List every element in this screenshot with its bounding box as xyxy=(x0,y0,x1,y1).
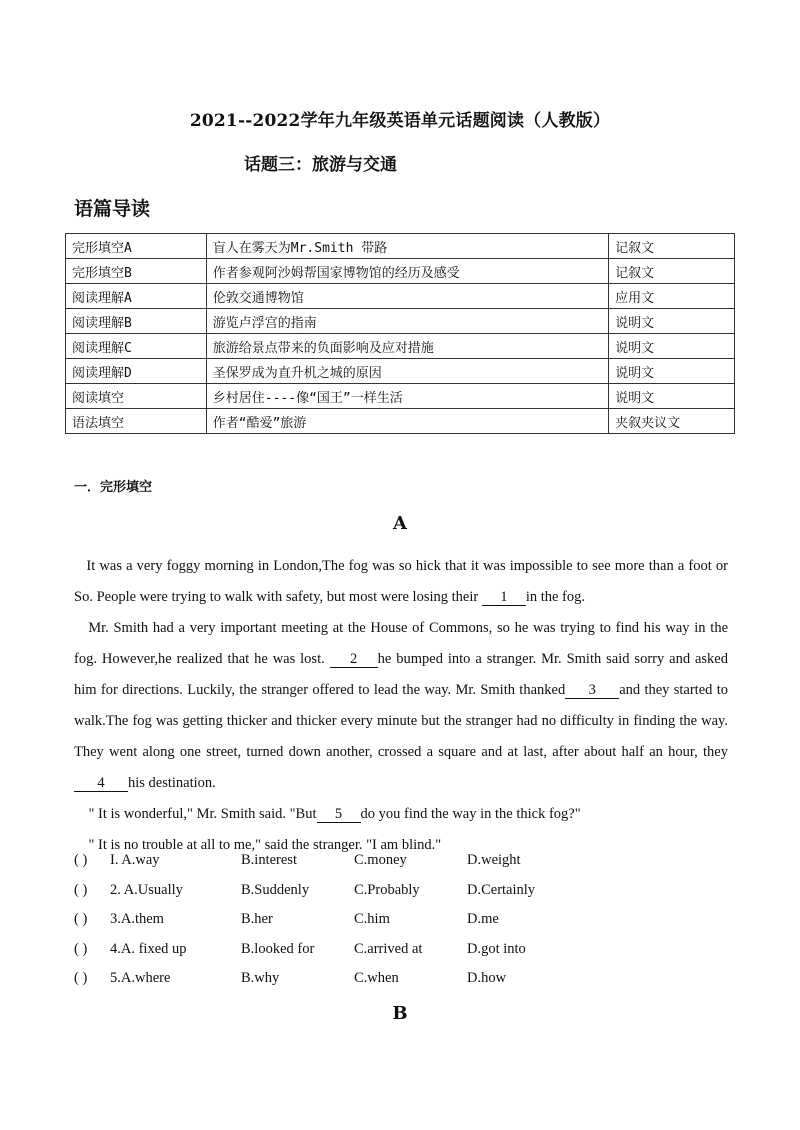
cloze-passage xyxy=(74,551,728,861)
option-d: D.got into xyxy=(467,940,526,957)
option-c: C.money xyxy=(354,852,407,868)
option-b: B.looked for xyxy=(241,940,315,957)
guide-heading: 语篇导读 xyxy=(74,198,151,220)
question-row xyxy=(74,941,674,971)
option-b: B.why xyxy=(241,970,280,986)
blank-5: 5 xyxy=(317,806,361,823)
guide-topic-cell: 盲人在雾天为Mr.Smith 带路 xyxy=(206,234,608,259)
answer-paren: ( ) xyxy=(74,970,88,986)
option-d: D.weight xyxy=(467,852,521,868)
answer-paren: ( ) xyxy=(74,911,88,927)
guide-genre-cell: 说明文 xyxy=(609,334,735,359)
option-b: B.Suddenly xyxy=(241,881,310,898)
passage-text: " It is no trouble at all to me," said the stranger. "I am blind." xyxy=(88,837,442,853)
passage-text: in the fog. xyxy=(525,589,586,605)
part-heading: 一．完形填空 xyxy=(74,480,153,495)
guide-genre-cell: 记叙文 xyxy=(609,234,735,259)
blank-2: 2 xyxy=(330,651,378,668)
option-a: 2. A.Usually xyxy=(110,881,183,898)
option-d: D.how xyxy=(467,970,507,986)
blank-4: 4 xyxy=(74,775,128,792)
passage-paragraph xyxy=(74,799,728,830)
guide-genre-cell: 说明文 xyxy=(609,384,735,409)
guide-genre-cell: 记叙文 xyxy=(609,259,735,284)
answer-paren: ( ) xyxy=(74,881,88,898)
question-row xyxy=(74,882,674,912)
table-row xyxy=(66,234,735,259)
table-row xyxy=(66,259,735,284)
option-a: 3.A.them xyxy=(110,911,164,927)
passage-text: Mr. Smith had a very important meeting at the House of Commons, so he was trying to find his way in the fog. However,he realized that he was lost. xyxy=(74,620,729,667)
guide-genre-cell: 夹叙夹议文 xyxy=(609,409,735,434)
table-row xyxy=(66,384,735,409)
guide-type-cell: 语法填空 xyxy=(66,409,207,434)
guide-topic-cell: 游览卢浮宫的指南 xyxy=(206,309,608,334)
passage-paragraph xyxy=(74,551,728,613)
table-row xyxy=(66,334,735,359)
answer-paren: ( ) xyxy=(74,852,88,868)
option-b: B.interest xyxy=(241,852,297,868)
passage-text: he bumped into a stranger. Mr. Smith said sorry and asked him for directions. Luckily, the stranger offered to lead the way. Mr. Smith thanked xyxy=(74,651,728,698)
guide-table xyxy=(65,233,735,434)
guide-genre-cell: 说明文 xyxy=(609,359,735,384)
passage-text: his destination. xyxy=(128,775,216,791)
table-row xyxy=(66,409,735,434)
passage-text: do you find the way in the thick fog?" xyxy=(360,806,581,822)
blank-3: 3 xyxy=(565,682,619,699)
question-options xyxy=(74,852,674,1000)
passage-text: " It is wonderful," Mr. Smith said. "But xyxy=(88,806,317,822)
guide-type-cell: 完形填空B xyxy=(66,259,207,284)
option-c: C.him xyxy=(354,911,390,927)
option-c: C.when xyxy=(354,970,399,986)
guide-type-cell: 阅读填空 xyxy=(66,384,207,409)
option-c: C.arrived at xyxy=(354,940,423,957)
question-row xyxy=(74,970,674,1000)
table-row xyxy=(66,359,735,384)
guide-topic-cell: 作者参观阿沙姆帮国家博物馆的经历及感受 xyxy=(206,259,608,284)
guide-type-cell: 完形填空A xyxy=(66,234,207,259)
guide-genre-cell: 应用文 xyxy=(609,284,735,309)
guide-type-cell: 阅读理解D xyxy=(66,359,207,384)
guide-topic-cell: 作者“酷爱”旅游 xyxy=(206,409,608,434)
table-row xyxy=(66,284,735,309)
guide-genre-cell: 说明文 xyxy=(609,309,735,334)
document-title: 2021--2022学年九年级英语单元话题阅读（人教版） xyxy=(189,111,611,131)
option-b: B.her xyxy=(241,911,273,927)
guide-topic-cell: 伦敦交通博物馆 xyxy=(206,284,608,309)
answer-paren: ( ) xyxy=(74,940,88,957)
table-row xyxy=(66,309,735,334)
guide-type-cell: 阅读理解A xyxy=(66,284,207,309)
option-a: 5.A.where xyxy=(110,970,171,986)
option-d: D.Certainly xyxy=(467,881,536,898)
passage-paragraph xyxy=(74,613,728,799)
section-b-label: B xyxy=(392,1003,408,1024)
option-c: C.Probably xyxy=(354,881,420,898)
question-row xyxy=(74,852,674,882)
guide-topic-cell: 乡村居住----像“国王”一样生活 xyxy=(206,384,608,409)
guide-topic-cell: 圣保罗成为直升机之城的原因 xyxy=(206,359,608,384)
section-a-label: A xyxy=(393,513,407,534)
guide-topic-cell: 旅游给景点带来的负面影响及应对措施 xyxy=(206,334,608,359)
document-subtitle: 话题三：旅游与交通 xyxy=(244,155,397,175)
passage-text: and they started to walk.The fog was getting thicker and thicker every minute but the stranger had no difficulty in finding the way. They went along one street, turned down another, crossed a square and at last, after about half an hour, they xyxy=(74,682,728,760)
question-row xyxy=(74,911,674,941)
guide-type-cell: 阅读理解B xyxy=(66,309,207,334)
blank-1: 1 xyxy=(482,589,526,606)
option-d: D.me xyxy=(467,911,499,927)
guide-type-cell: 阅读理解C xyxy=(66,334,207,359)
option-a: 4.A. fixed up xyxy=(110,940,187,957)
passage-text: It was a very foggy morning in London,The fog was so hick that it was impossible to see more than a foot or So. People were trying to walk with safety, but most were losing their xyxy=(74,558,728,605)
option-a: I. A.way xyxy=(110,852,160,868)
